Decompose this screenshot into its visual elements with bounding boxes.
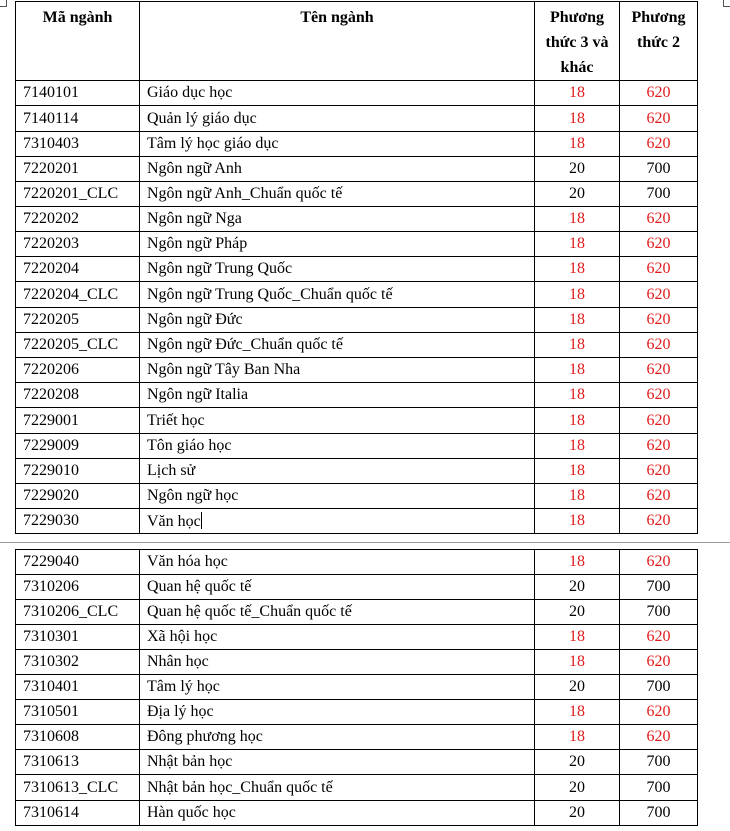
- cell-method-3: 18: [535, 282, 620, 308]
- cell-method-2: 620: [620, 207, 698, 232]
- cell-code: 7229040: [16, 550, 140, 575]
- cell-code: 7229020: [16, 484, 140, 509]
- cell-code: 7229010: [16, 459, 140, 484]
- cell-name: Nhật bản học: [140, 750, 535, 775]
- cell-code: 7310613_CLC: [16, 775, 140, 801]
- cell-method-3: 20: [535, 675, 620, 700]
- header-method-3: Phương thức 3 và khác: [535, 2, 620, 81]
- cell-code: 7229001: [16, 408, 140, 434]
- cell-method-2: 620: [620, 81, 698, 106]
- cell-code: 7140101: [16, 81, 140, 106]
- cell-method-2: 620: [620, 408, 698, 434]
- cell-method-2: 620: [620, 459, 698, 484]
- page-corner-right: [723, 0, 730, 7]
- header-code: Mã ngành: [16, 2, 140, 81]
- cell-name: Ngôn ngữ Đức_Chuẩn quốc tế: [140, 333, 535, 358]
- cell-name: Lịch sử: [140, 459, 535, 484]
- table-row: [16, 459, 698, 484]
- cell-code: 7220208: [16, 383, 140, 408]
- cell-name: Ngôn ngữ Pháp: [140, 232, 535, 257]
- cell-method-3: 18: [535, 383, 620, 408]
- cell-method-3: 18: [535, 650, 620, 675]
- cell-code: 7220203: [16, 232, 140, 257]
- page-break-line: [0, 542, 730, 543]
- admission-table-part-1: [15, 1, 698, 534]
- cell-name: Triết học: [140, 408, 535, 434]
- table-header-row: [16, 2, 698, 81]
- cell-code: 7220204_CLC: [16, 282, 140, 308]
- cell-code: 7220204: [16, 257, 140, 282]
- cell-name: Ngôn ngữ Trung Quốc: [140, 257, 535, 282]
- table-row: [16, 550, 698, 575]
- table-row: [16, 575, 698, 600]
- table-row: [16, 509, 698, 534]
- cell-name: Giáo dục học: [140, 81, 535, 106]
- cell-code: 7310401: [16, 675, 140, 700]
- cell-method-3: 18: [535, 550, 620, 575]
- page-corner-left: [0, 0, 7, 7]
- cell-code: 7310614: [16, 801, 140, 826]
- cell-code: 7310206_CLC: [16, 600, 140, 625]
- table-row: [16, 434, 698, 459]
- table-row: [16, 132, 698, 157]
- cell-name: Ngôn ngữ Nga: [140, 207, 535, 232]
- cell-code: 7220206: [16, 358, 140, 383]
- cell-method-3: 18: [535, 106, 620, 132]
- cell-name: Ngôn ngữ Anh_Chuẩn quốc tế: [140, 182, 535, 207]
- cell-method-3: 18: [535, 232, 620, 257]
- cell-name: Địa lý học: [140, 700, 535, 725]
- cell-method-2: 620: [620, 257, 698, 282]
- cell-code: 7310608: [16, 725, 140, 750]
- cell-method-2: 620: [620, 550, 698, 575]
- table-row: [16, 207, 698, 232]
- table-row: [16, 408, 698, 434]
- table-row: [16, 383, 698, 408]
- table-body-part-2: [16, 550, 698, 826]
- cell-name: Tâm lý học giáo dục: [140, 132, 535, 157]
- cell-method-2: 700: [620, 182, 698, 207]
- cell-name: Ngôn ngữ học: [140, 484, 535, 509]
- cell-method-3: 18: [535, 132, 620, 157]
- table-row: [16, 700, 698, 725]
- cell-name: Quan hệ quốc tế_Chuẩn quốc tế: [140, 600, 535, 625]
- cell-name: Đông phương học: [140, 725, 535, 750]
- admission-table-part-2: [15, 549, 698, 826]
- cell-code: 7140114: [16, 106, 140, 132]
- table-row: [16, 725, 698, 750]
- cell-method-2: 620: [620, 358, 698, 383]
- cell-method-3: 18: [535, 408, 620, 434]
- cell-name: Văn học: [140, 509, 535, 534]
- cell-method-3: 18: [535, 207, 620, 232]
- cell-method-2: 700: [620, 801, 698, 826]
- header-method-2: Phương thức 2: [620, 2, 698, 81]
- cell-code: 7220205_CLC: [16, 333, 140, 358]
- table-row: [16, 625, 698, 650]
- table-row: [16, 232, 698, 257]
- cell-method-3: 20: [535, 600, 620, 625]
- cell-method-2: 620: [620, 725, 698, 750]
- cell-method-3: 20: [535, 750, 620, 775]
- cell-method-3: 18: [535, 434, 620, 459]
- cell-name: Ngôn ngữ Anh: [140, 157, 535, 182]
- cell-name: Xã hội học: [140, 625, 535, 650]
- cell-code: 7310302: [16, 650, 140, 675]
- cell-code: 7220205: [16, 308, 140, 333]
- cell-method-2: 620: [620, 383, 698, 408]
- cell-method-3: 18: [535, 257, 620, 282]
- table-row: [16, 106, 698, 132]
- cell-name: Nhật bản học_Chuẩn quốc tế: [140, 775, 535, 801]
- cell-method-2: 620: [620, 700, 698, 725]
- table-row: [16, 81, 698, 106]
- cell-method-3: 18: [535, 333, 620, 358]
- cell-method-3: 20: [535, 801, 620, 826]
- cell-name: Tôn giáo học: [140, 434, 535, 459]
- table-row: [16, 484, 698, 509]
- cell-method-2: 700: [620, 675, 698, 700]
- table-row: [16, 675, 698, 700]
- table-row: [16, 308, 698, 333]
- cell-code: 7310403: [16, 132, 140, 157]
- cell-method-3: 18: [535, 459, 620, 484]
- cell-method-3: 20: [535, 575, 620, 600]
- cell-method-2: 620: [620, 650, 698, 675]
- table-row: [16, 182, 698, 207]
- header-name: Tên ngành: [140, 2, 535, 81]
- table-row: [16, 600, 698, 625]
- cell-code: 7220201_CLC: [16, 182, 140, 207]
- cell-method-2: 620: [620, 509, 698, 534]
- cell-method-2: 620: [620, 308, 698, 333]
- text-cursor: [201, 512, 202, 529]
- cell-method-3: 20: [535, 182, 620, 207]
- table-row: [16, 333, 698, 358]
- cell-name: Quản lý giáo dục: [140, 106, 535, 132]
- cell-method-2: 620: [620, 434, 698, 459]
- cell-method-2: 620: [620, 484, 698, 509]
- table-body-part-1: [16, 81, 698, 534]
- cell-name: Ngôn ngữ Trung Quốc_Chuẩn quốc tế: [140, 282, 535, 308]
- table-row: [16, 282, 698, 308]
- cell-name: Ngôn ngữ Đức: [140, 308, 535, 333]
- cell-name: Quan hệ quốc tế: [140, 575, 535, 600]
- cell-code: 7229030: [16, 509, 140, 534]
- cell-method-3: 18: [535, 81, 620, 106]
- cell-name: Hàn quốc học: [140, 801, 535, 826]
- cell-method-2: 620: [620, 333, 698, 358]
- cell-method-3: 18: [535, 700, 620, 725]
- cell-code: 7220202: [16, 207, 140, 232]
- cell-method-3: 18: [535, 308, 620, 333]
- cell-code: 7220201: [16, 157, 140, 182]
- table-row: [16, 358, 698, 383]
- cell-method-2: 620: [620, 282, 698, 308]
- table-row: [16, 750, 698, 775]
- cell-method-3: 20: [535, 775, 620, 801]
- cell-method-2: 620: [620, 132, 698, 157]
- cell-name: Tâm lý học: [140, 675, 535, 700]
- cell-method-3: 18: [535, 725, 620, 750]
- cell-name: Nhân học: [140, 650, 535, 675]
- cell-code: 7310613: [16, 750, 140, 775]
- cell-method-2: 700: [620, 600, 698, 625]
- cell-method-2: 620: [620, 625, 698, 650]
- table-row: [16, 775, 698, 801]
- cell-name: Văn hóa học: [140, 550, 535, 575]
- cell-code: 7310501: [16, 700, 140, 725]
- cell-method-2: 620: [620, 232, 698, 257]
- cell-method-2: 700: [620, 157, 698, 182]
- cell-method-2: 700: [620, 775, 698, 801]
- cell-method-2: 700: [620, 750, 698, 775]
- cell-method-3: 18: [535, 484, 620, 509]
- cell-code: 7310301: [16, 625, 140, 650]
- table-row: [16, 257, 698, 282]
- cell-method-3: 18: [535, 358, 620, 383]
- table-row: [16, 801, 698, 826]
- cell-method-3: 20: [535, 157, 620, 182]
- cell-method-3: 18: [535, 625, 620, 650]
- table-row: [16, 650, 698, 675]
- cell-name: Ngôn ngữ Italia: [140, 383, 535, 408]
- cell-method-2: 620: [620, 106, 698, 132]
- cell-code: 7229009: [16, 434, 140, 459]
- cell-method-3: 18: [535, 509, 620, 534]
- cell-code: 7310206: [16, 575, 140, 600]
- cell-method-2: 700: [620, 575, 698, 600]
- cell-name: Ngôn ngữ Tây Ban Nha: [140, 358, 535, 383]
- table-row: [16, 157, 698, 182]
